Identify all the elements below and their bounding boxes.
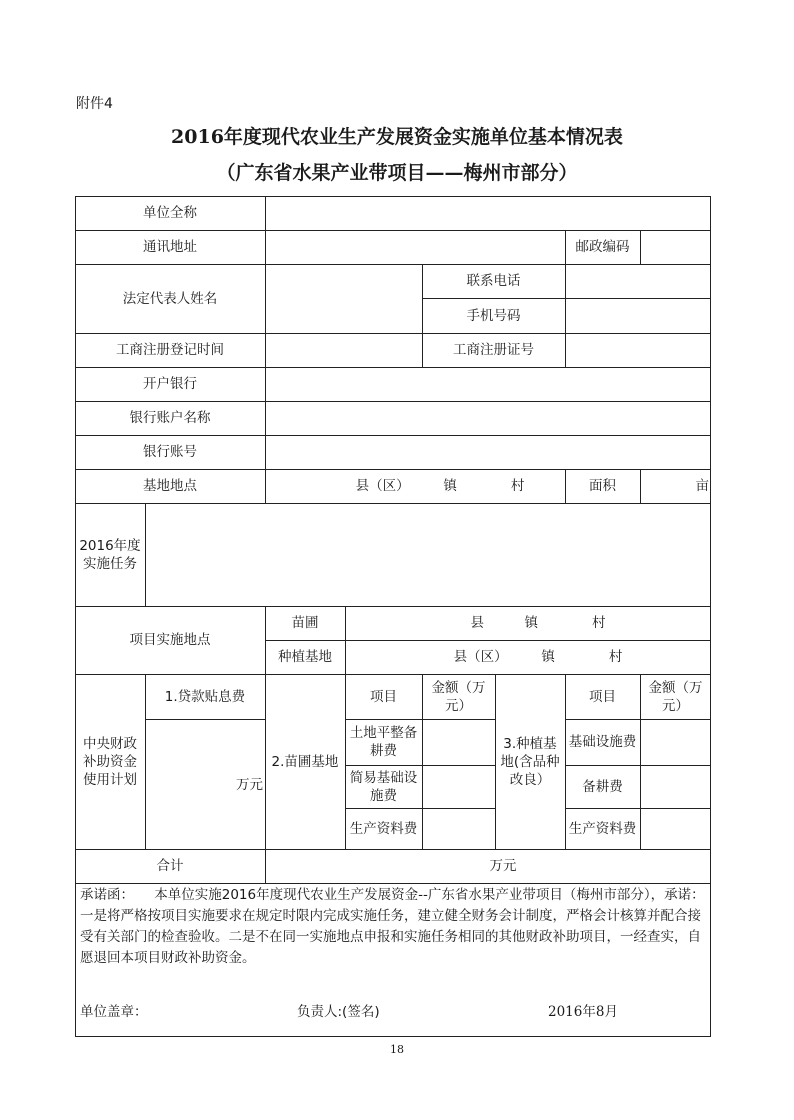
infra-fee-label: 基础设施费 xyxy=(568,734,637,750)
planting-base-3-label: 3.种植基地(含品种改良） xyxy=(500,735,560,788)
row-line xyxy=(75,503,711,504)
col-line xyxy=(640,230,641,264)
col-line xyxy=(565,264,566,367)
prod-materials-label-2: 生产资料费 xyxy=(568,820,637,837)
loan-subsidy-unit: 万元 xyxy=(236,777,263,793)
planting-fill: 县（区） 镇 村 xyxy=(453,649,623,665)
page-number: 18 xyxy=(390,1043,404,1056)
tillage-fee-label: 备耕费 xyxy=(582,778,623,795)
planting-base-label: 种植基地 xyxy=(278,649,332,665)
amount-header-2: 金额（万元） xyxy=(648,679,703,714)
leader-signature-label: 负责人:(签名) xyxy=(297,1004,380,1020)
account-name-label: 银行账户名称 xyxy=(129,410,211,426)
land-leveling-label: 土地平整备耕费 xyxy=(349,725,418,759)
postcode-label: 邮政编码 xyxy=(575,239,630,255)
col-line xyxy=(422,674,423,849)
row-line xyxy=(75,883,711,884)
seal-label: 单位盖章： xyxy=(80,1004,148,1020)
total-unit: 万元 xyxy=(489,858,517,874)
col-line xyxy=(495,674,496,849)
mobile-label: 手机号码 xyxy=(466,307,521,324)
simple-infra-label: 简易基础设施费 xyxy=(349,769,418,804)
fund-plan-label: 中央财政补助资金使用计划 xyxy=(83,735,137,788)
bank-label: 开户银行 xyxy=(143,376,197,392)
legal-rep-label: 法定代表人姓名 xyxy=(122,290,218,307)
account-no-label: 银行账号 xyxy=(143,444,197,460)
col-line xyxy=(265,196,266,503)
unit-name-label: 单位全称 xyxy=(143,205,197,221)
project-site-label: 项目实施地点 xyxy=(129,632,211,648)
item-header-2: 项目 xyxy=(589,688,616,705)
base-location-label: 基地地点 xyxy=(143,478,197,494)
reg-no-label: 工商注册证号 xyxy=(453,342,534,358)
row-line xyxy=(145,719,265,720)
attachment-label: 附件4 xyxy=(76,96,113,112)
item-header: 项目 xyxy=(370,688,397,705)
task-2016-label: 2016年度实施任务 xyxy=(79,537,141,572)
prod-materials-label: 生产资料费 xyxy=(349,820,418,837)
base-location-fill: 县（区） 镇 村 xyxy=(355,478,525,494)
date-label: 2016年8月 xyxy=(548,1004,618,1020)
loan-subsidy-label: 1.贷款贴息费 xyxy=(164,688,246,705)
reg-time-label: 工商注册登记时间 xyxy=(116,342,224,358)
form-subtitle: （广东省水果产业带项目——梅州市部分） xyxy=(216,162,578,184)
nursery-fill: 县 镇 村 xyxy=(470,615,606,631)
form-title: 2016年度现代农业生产发展资金实施单位基本情况表 xyxy=(171,126,623,148)
amount-header: 金额（万元） xyxy=(431,679,486,714)
total-label: 合计 xyxy=(156,858,184,874)
phone-label: 联系电话 xyxy=(466,273,521,289)
address-label: 通讯地址 xyxy=(143,239,197,255)
col-line xyxy=(145,503,146,606)
area-unit: 亩 xyxy=(695,478,709,494)
promise-text: 承诺函： 本单位实施2016年度现代农业生产发展资金--广东省水果产业带项目（梅州市部分），承诺：一是将严格按项目实施要求在规定时限内完成实施任务，建立健全财务会计制度，严格会计核算并配合接受有关部门的检查验收。二是不在同一实施地点申报和实施任务相同的其他财政补助项目，一经查实，自愿退回本项目财政补助资金。 xyxy=(80,887,705,966)
nursery-label: 苗圃 xyxy=(291,615,319,631)
col-line xyxy=(640,674,641,849)
nursery-base-label: 2.苗圃基地 xyxy=(271,753,339,770)
area-label: 面积 xyxy=(589,478,616,494)
